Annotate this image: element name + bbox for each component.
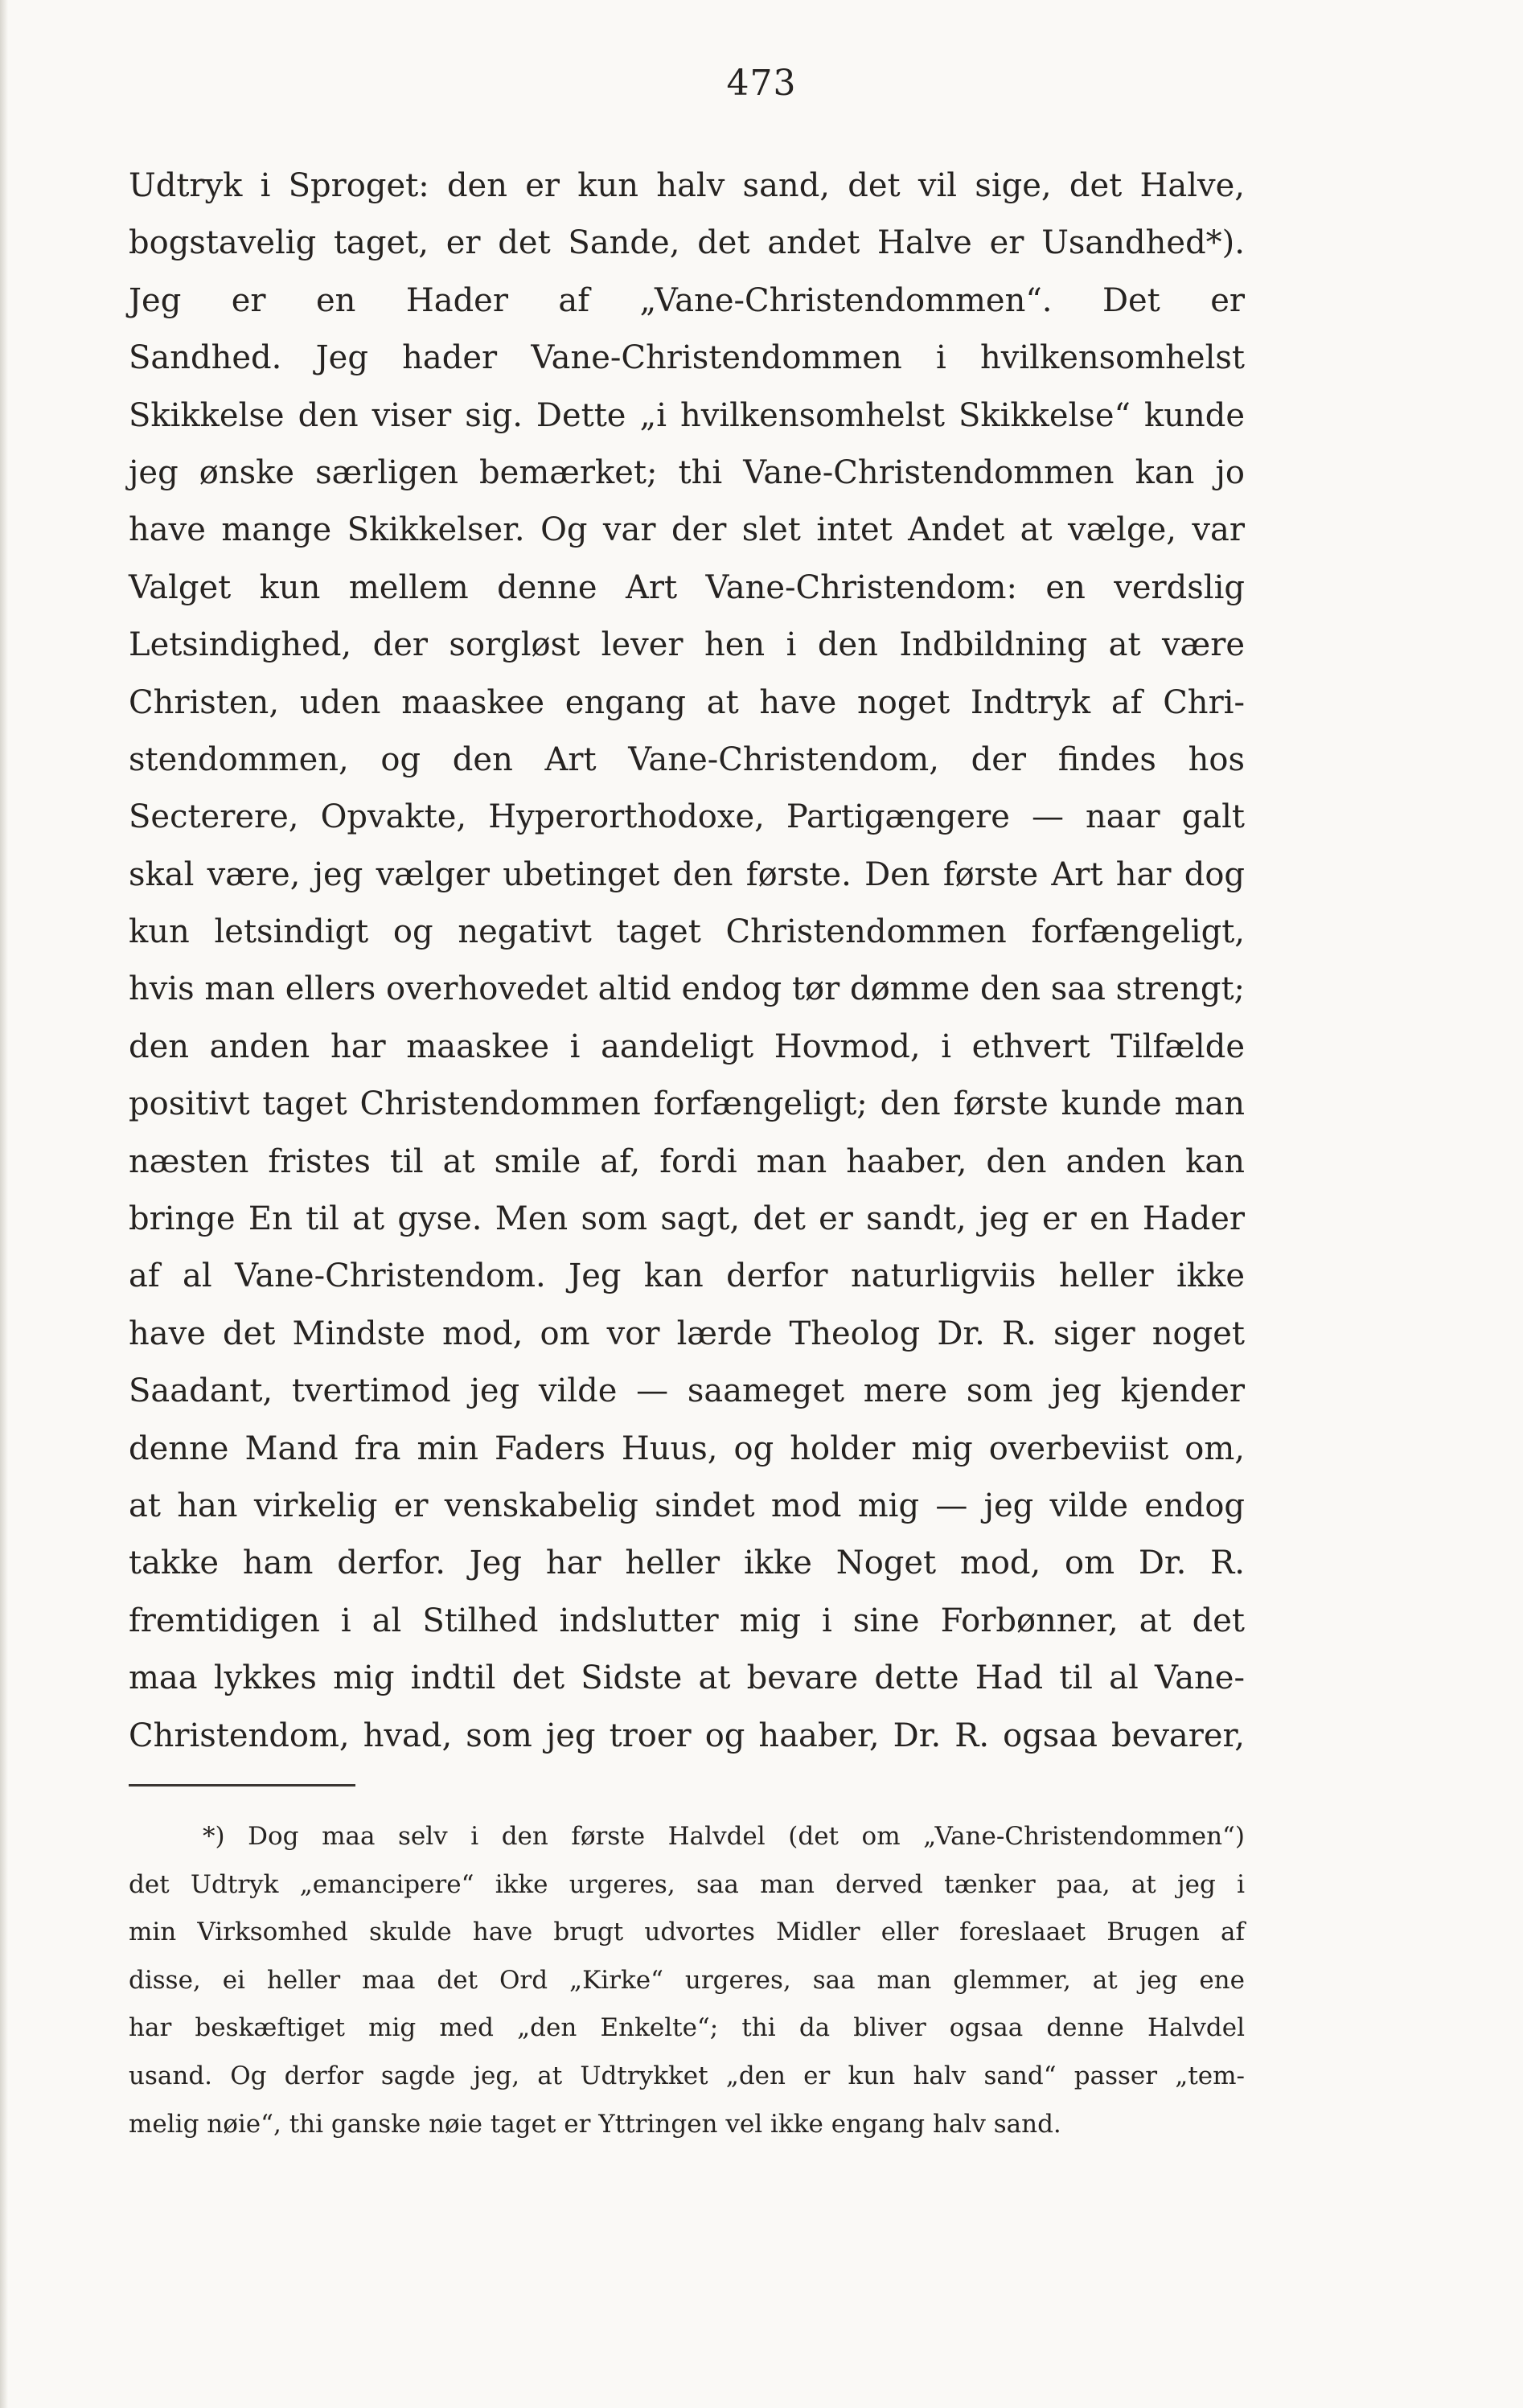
- text-line: bringe En til at gyse. Men som sagt, det er sandt, jeg er en Hader: [129, 1200, 1245, 1238]
- text-line: at han virkelig er venskabelig sindet mod mig — jeg vilde endog: [129, 1487, 1245, 1524]
- text-line: Christen, uden maaskee engang at have noget Indtryk af Chri-: [129, 683, 1245, 721]
- footnote-line: usand. Og derfor sagde jeg, at Udtrykket „den er kun halv sand“ passer „tem-: [129, 2061, 1245, 2090]
- text-line: have mange Skikkelser. Og var der slet intet Andet at vælge, var: [129, 511, 1245, 549]
- text-line: hvis man ellers overhovedet altid endog tør dømme den saa strengt;: [129, 970, 1245, 1008]
- text-line: den anden har maaskee i aandeligt Hovmod, i ethvert Tilfælde: [129, 1028, 1245, 1065]
- footnote-line: det Udtryk „emancipere“ ikke urgeres, saa man derved tænker paa, at jeg i: [129, 1869, 1245, 1899]
- text-line: have det Mindste mod, om vor lærde Theolog Dr. R. siger noget: [129, 1315, 1245, 1352]
- footnote: [129, 1813, 1245, 2148]
- body-text: [129, 158, 1245, 1765]
- text-line: Valget kun mellem denne Art Vane-Christendom: en verdslig: [129, 568, 1245, 606]
- text-line: Saadant, tvertimod jeg vilde — saameget mere som jeg kjender: [129, 1372, 1245, 1410]
- footnote-line: *) Dog maa selv i den første Halvdel (det om „Vane-Christendommen“): [203, 1822, 1245, 1851]
- page-edge-shadow: [0, 0, 8, 2408]
- footnote-separator: [129, 1784, 355, 1787]
- text-line: Letsindighed, der sorgløst lever hen i den Indbildning at være: [129, 626, 1245, 664]
- footnote-line: melig nøie“, thi ganske nøie taget er Yttringen vel ikke engang halv sand.: [129, 2109, 1061, 2139]
- text-line: maa lykkes mig indtil det Sidste at bevare dette Had til al Vane-: [129, 1659, 1245, 1697]
- text-line: takke ham derfor. Jeg har heller ikke Noget mod, om Dr. R.: [129, 1544, 1245, 1582]
- text-line: fremtidigen i al Stilhed indslutter mig i sine Forbønner, at det: [129, 1602, 1245, 1639]
- text-line: bogstavelig taget, er det Sande, det andet Halve er Usandhed*).: [129, 224, 1245, 262]
- text-line: positivt taget Christendommen forfængeligt; den første kunde man: [129, 1085, 1245, 1123]
- text-line: Skikkelse den viser sig. Dette „i hvilkensomhelst Skikkelse“ kunde: [129, 396, 1245, 434]
- footnote-line: disse, ei heller maa det Ord „Kirke“ urgeres, saa man glemmer, at jeg ene: [129, 1965, 1245, 1995]
- text-line: af al Vane-Christendom. Jeg kan derfor naturligviis heller ikke: [129, 1257, 1245, 1295]
- text-line: Udtryk i Sproget: den er kun halv sand, det vil sige, det Halve,: [129, 167, 1245, 204]
- page-number: 473: [726, 63, 797, 104]
- text-line: Sandhed. Jeg hader Vane-Christendommen i hvilkensomhelst: [129, 339, 1245, 377]
- footnote-line: min Virksomhed skulde have brugt udvortes Midler eller foreslaaet Brugen af: [129, 1918, 1245, 1947]
- text-line: kun letsindigt og negativt taget Christendommen forfængeligt,: [129, 913, 1245, 951]
- text-line: Secterere, Opvakte, Hyperorthodoxe, Partigængere — naar galt: [129, 798, 1245, 836]
- footnote-line: har beskæftiget mig med „den Enkelte“; thi da bliver ogsaa denne Halvdel: [129, 2013, 1245, 2043]
- text-line: skal være, jeg vælger ubetinget den første. Den første Art har dog: [129, 855, 1245, 893]
- text-line: Jeg er en Hader af „Vane-Christendommen“. Det er: [129, 281, 1245, 319]
- text-line: denne Mand fra min Faders Huus, og holder mig overbeviist om,: [129, 1430, 1245, 1467]
- text-line: næsten fristes til at smile af, fordi man haaber, den anden kan: [129, 1142, 1245, 1180]
- text-line: stendommen, og den Art Vane-Christendom, der findes hos: [129, 740, 1245, 778]
- text-line: Christendom, hvad, som jeg troer og haaber, Dr. R. ogsaa bevarer,: [129, 1717, 1245, 1754]
- text-line: jeg ønske særligen bemærket; thi Vane-Christendommen kan jo: [129, 453, 1245, 491]
